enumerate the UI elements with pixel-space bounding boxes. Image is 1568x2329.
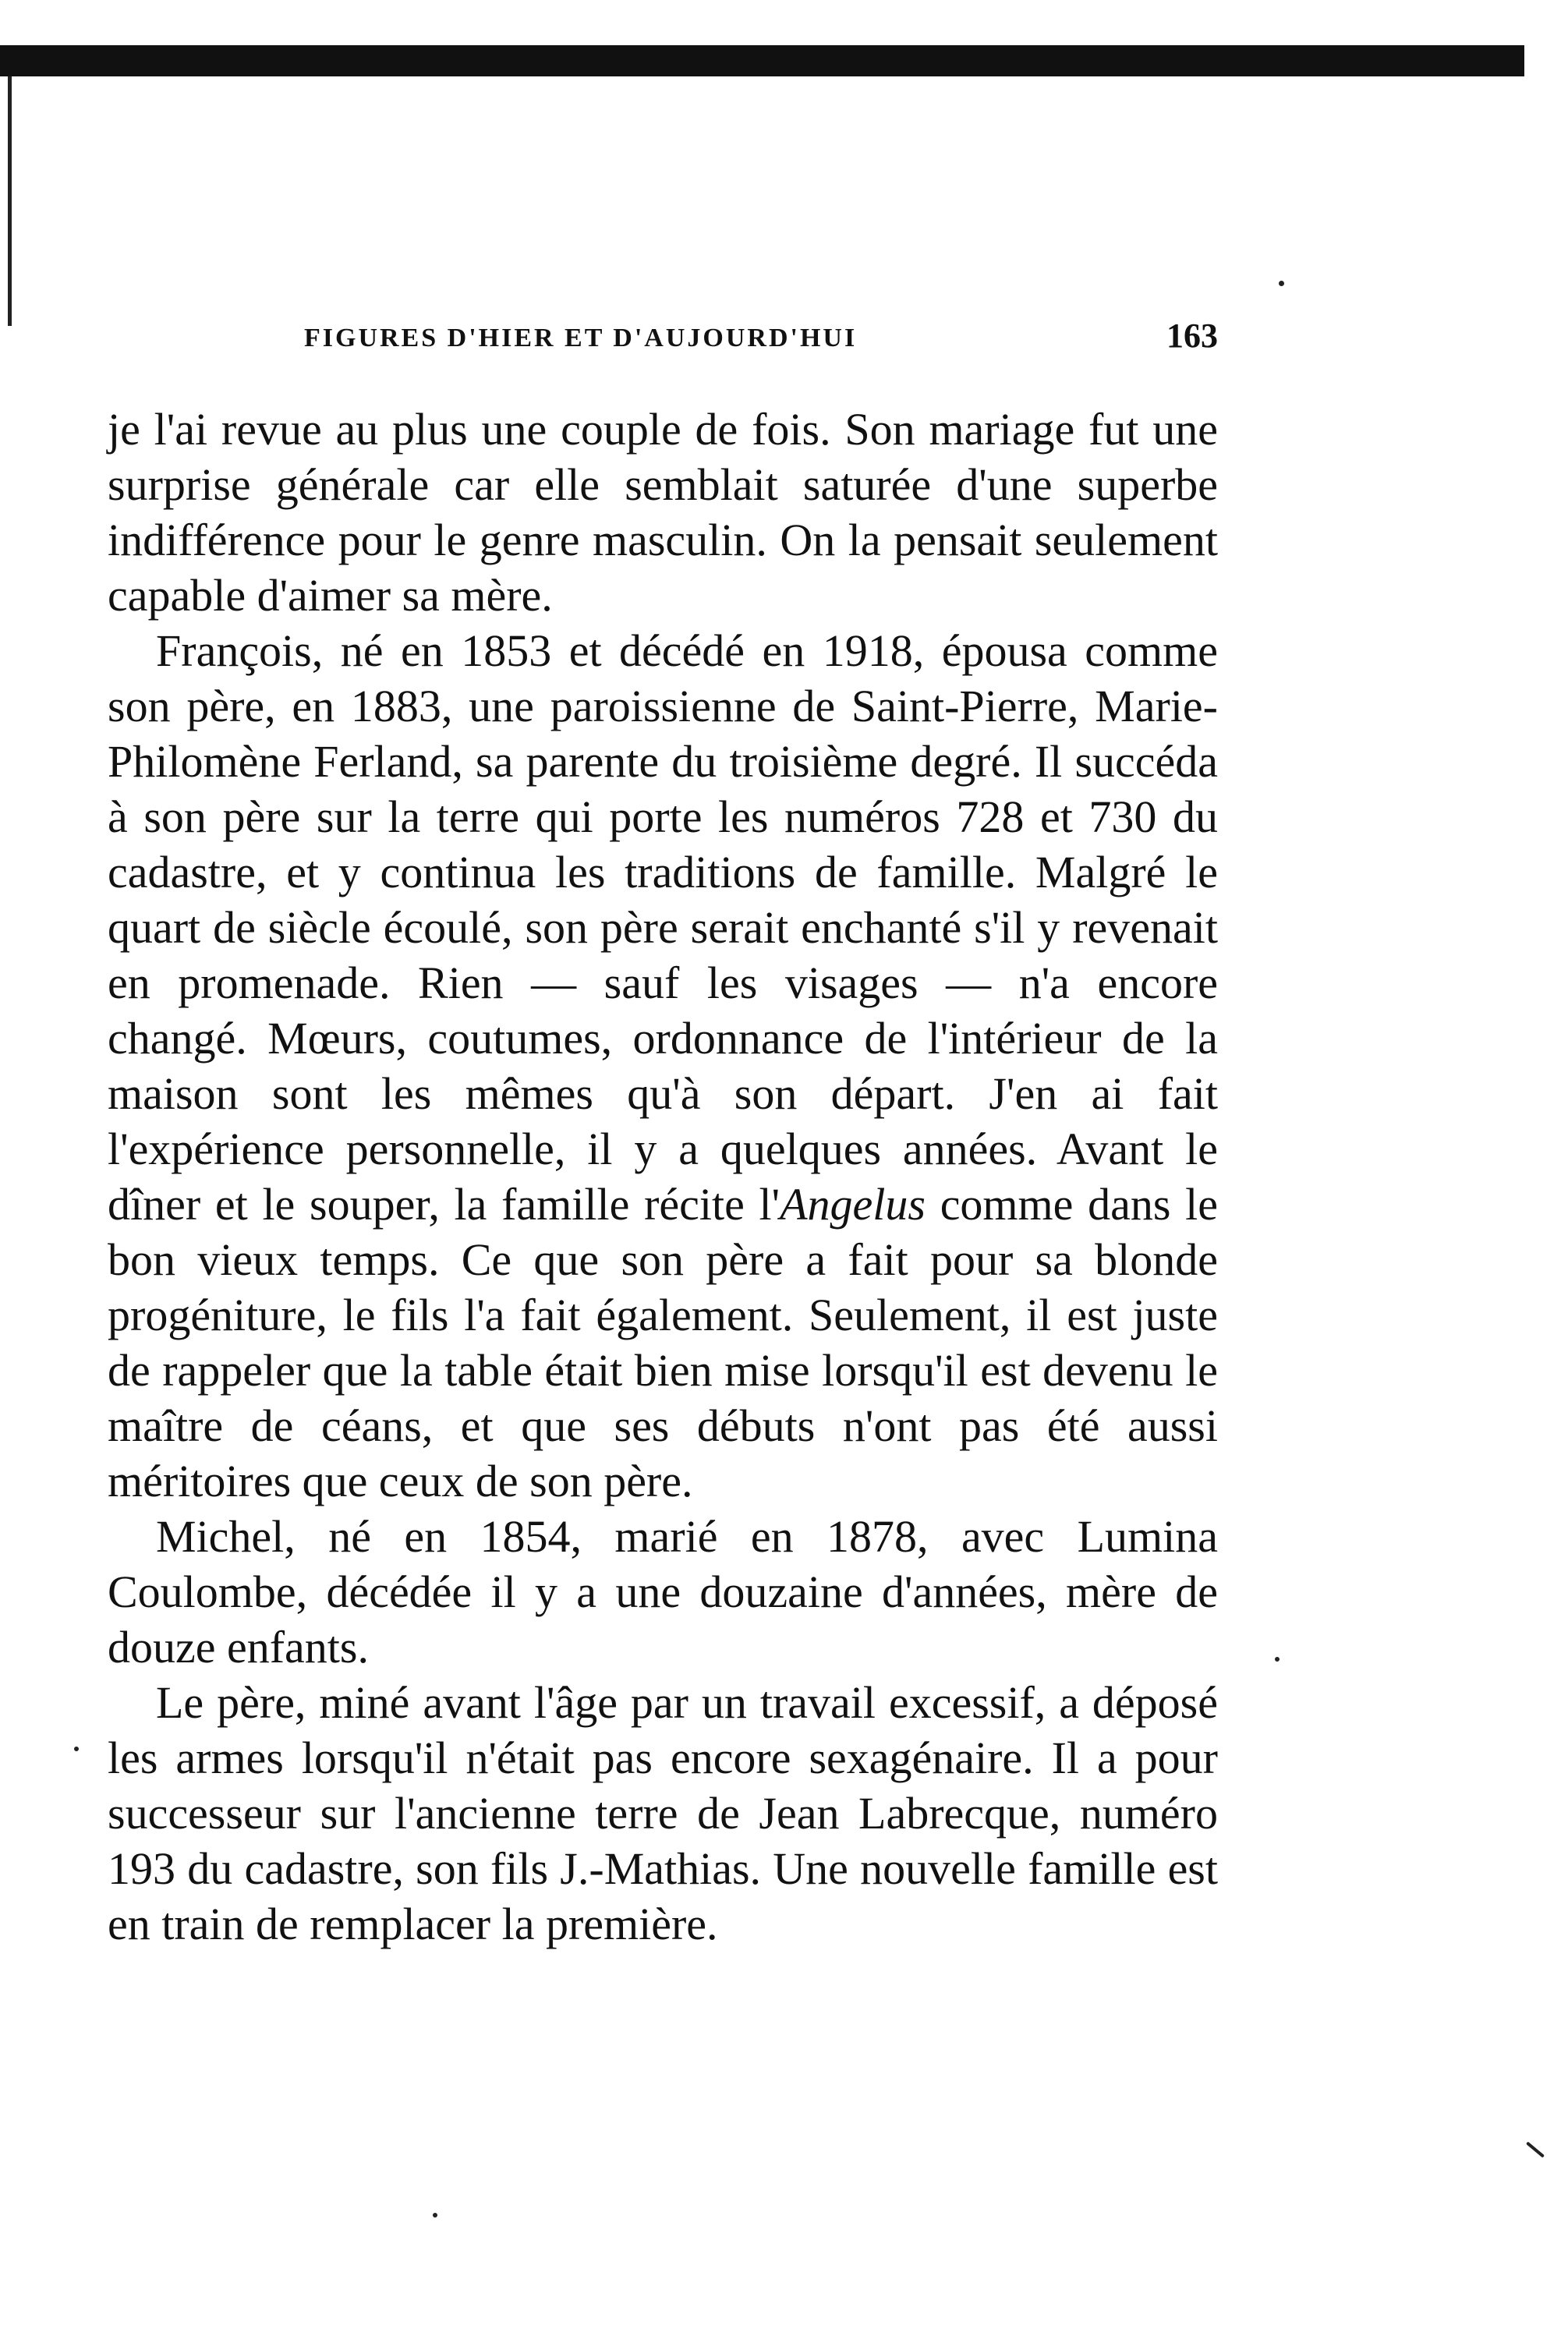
paragraph-text: comme dans le bon vieux temps. Ce que son père a fait pour sa blonde progéniture, le fils l'a fait également. Seulement, il est juste de rappeler que la table était bien mise lorsqu'il est devenu le maître de céans, et que ses débuts n'ont pas été aussi méritoires que ceux de son père.: [108, 1179, 1218, 1506]
running-head-title: FIGURES D'HIER ET D'AUJOURD'HUI: [304, 324, 858, 352]
scan-speck: [74, 1747, 79, 1751]
paragraph-text: François, né en 1853 et décédé en 1918, épousa comme son père, en 1883, une paroissienne de Saint-Pierre, Marie-Philomène Ferland, sa parente du troisième degré. Il succéda à son père sur la terre qui porte les numéros 728 et 730 du cadastre, et y continua les traditions de famille. Malgré le quart de siècle écoulé, son père serait enchanté s'il y revenait en promenade. Rien — sauf les visages — n'a encore changé. Mœurs, coutumes, ordonnance de l'intérieur de la maison sont les mêmes qu'à son départ. J'en ai fait l'expérience personnelle, il y a quelques années. Avant le dîner et le souper, la famille récite l': [108, 625, 1218, 1230]
scan-speck: [1275, 1657, 1280, 1662]
scan-speck: [1279, 281, 1284, 286]
body-text: [108, 402, 1218, 1952]
scan-left-edge: [8, 76, 12, 326]
paragraph: Le père, miné avant l'âge par un travail excessif, a déposé les armes lorsqu'il n'était pas encore sexagénaire. Il a pour successeur sur l'ancienne terre de Jean Labrecque, numéro 193 du cadastre, son fils J.-Mathias. Une nouvelle famille est en train de remplacer la première.: [108, 1677, 1218, 1949]
scan-mark: [1526, 2141, 1545, 2157]
paragraph: [108, 623, 1218, 1509]
scan-speck: [433, 2213, 437, 2218]
paragraph: je l'ai revue au plus une couple de fois. Son mariage fut une surprise générale car elle semblait saturée d'une superbe indifférence pour le genre masculin. On la pensait seulement capable d'aimer sa mère.: [108, 404, 1218, 621]
italic-term: Angelus: [780, 1179, 926, 1230]
paragraph: Michel, né en 1854, marié en 1878, avec Lumina Coulombe, décédée il y a une douzaine d'années, mère de douze enfants.: [108, 1511, 1218, 1672]
scan-top-edge: [0, 45, 1524, 76]
running-head: [0, 316, 1218, 363]
page-number: 163: [1166, 317, 1218, 355]
